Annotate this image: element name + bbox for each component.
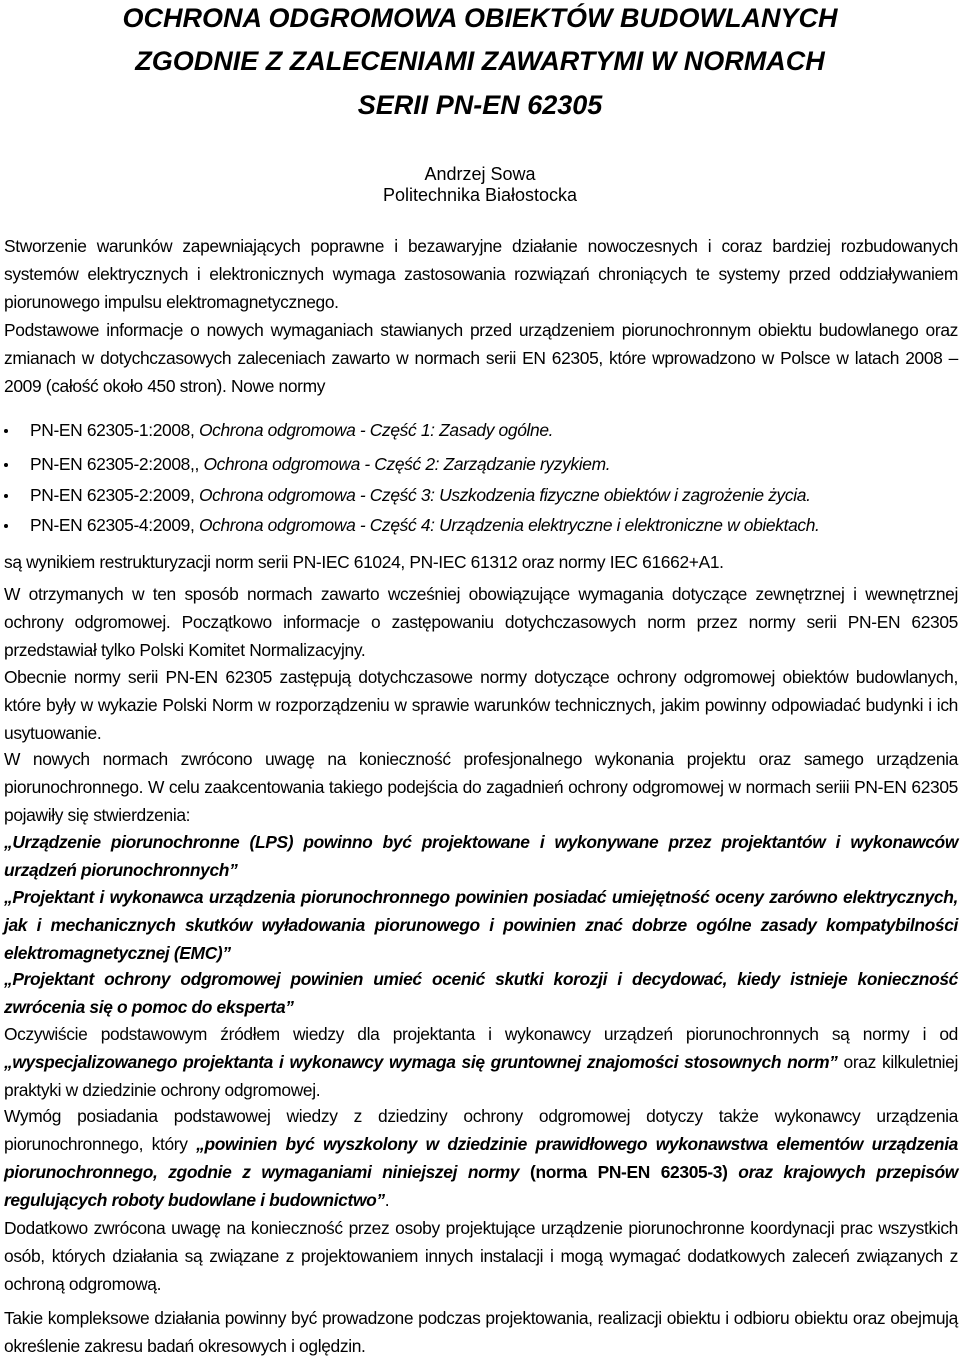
paragraph-current-norms: Obecnie normy serii PN-EN 62305 zastępują dotychczasowe normy dotyczące ochrony odgromowej obiektów budowlanych, które były w wykazie Polski Norm w rozporządzeniu w sprawie warunków technicznych, jakim powinny odpowiadać budynki i ich usytuowanie. [4,667,958,744]
standard-title: Ochrona odgromowa - Część 2: Zarządzanie ryzykiem. [203,454,611,474]
paragraph-intro-1: Stworzenie warunków zapewniających poprawne i bezawaryjne działanie nowoczesnych i coraz bardziej rozbudowanych systemów elektrycznych i elektronicznych wymaga zastosowania rozwiązań chroniących te systemy przed oddziaływaniem piorunowego impulsu elektromagnetycznego. [4,236,958,313]
paragraph-comprehensive-actions: Takie kompleksowe działania powinny być prowadzone podczas projektowania, realizacji obiektu i odbioru obiektu oraz obejmują określenie zakresu badań okresowych i oględzin. [4,1308,958,1357]
document-title-line-1: OCHRONA ODGROMOWA OBIEKTÓW BUDOWLANYCH [122,3,838,33]
quote-lps-design: „Urządzenie piorunochronne (LPS) powinno być projektowane i wykonywane przez projektantów i wykonawców urządzeń piorunochronnych” [4,832,958,881]
author-name: Andrzej Sowa [424,164,536,184]
document-title-line-3: SERII PN-EN 62305 [357,90,603,120]
paragraph-knowledge-source: Oczywiście podstawowym źródłem wiedzy dla projektanta i wykonawcy urządzeń piorunochronnych są normy i od „wyspecjalizowanego projektanta i wykonawcy wymaga się gruntownej znajomości stosownych norm” oraz kilkuletniej praktyki w dziedzinie ochrony odgromowej. [4,1024,959,1101]
paragraph-new-norms: W nowych normach zwrócono uwagę na konieczność profesjonalnego wykonania projektu oraz samego urządzenia piorunochronnego. W celu zaakcentowania takiego podejścia do zagadnień ochrony odgromowej w normach seriii PN-EN 62305 pojawiły się stwierdzenia: [4,749,958,826]
standard-code: PN-EN 62305-4:2009 [30,515,190,535]
author-affiliation: Politechnika Białostocka [382,185,578,205]
standard-title: Ochrona odgromowa - Część 1: Zasady ogólne. [198,420,554,440]
standard-title: Ochrona odgromowa - Część 3: Uszkodzenia fizyczne obiektów i zagrożenie życia. [198,485,811,505]
quote-designer-skills: „Projektant i wykonawca urządzenia piorunochronnego powinien posiadać umiejętność oceny zarówno elektrycznych, jak i mechanicznych skutków wyładowania piorunowego i powinien znać dobrze ogólne zasady kompatybilności elektromagnetycznej (EMC)” [4,887,958,964]
paragraph-coordination: Dodatkowo zwrócona uwagę na konieczność przez osoby projektujące urządzenie piorunochronne koordynacji prac wszystkich osób, których działania są związane z projektowaniem innych instalacji i mogą wymagać dodatkowych zaleceń związanych z ochroną odgromową. [4,1218,958,1295]
standard-code: PN-EN 62305-2:2008, [30,454,195,474]
bullet-icon [4,463,8,467]
paragraph-obligations: W otrzymanych w ten sposób normach zawarto wcześniej obowiązujące wymagania dotyczące zewnętrznej i wewnętrznej ochrony odgromowej. Początkowo informacje o zastępowaniu dotychczasowych norm przez normy serii PN-EN 62305 przedstawiał tylko Polski Komitet Normalizacyjny. [4,584,958,661]
standard-title: Ochrona odgromowa - Część 4: Urządzenia elektryczne i elektroniczne w obiektach. [198,515,820,535]
paragraph-intro-2: Podstawowe informacje o nowych wymaganiach stawianych przed urządzeniem piorunochronnym obiektu budowlanego oraz zmianach w dotychczasowych zaleceniach zawarto w normach serii EN 62305, które wprowadzono w Polsce w latach 2008 – 2009 (całość około 450 stron). Nowe normy [4,320,958,397]
bullet-icon [4,429,8,433]
standard-code: PN-EN 62305-2:2009 [30,485,190,505]
document-page: OCHRONA ODGROMOWA OBIEKTÓW BUDOWLANYCH ZGODNIE Z ZALECENIAMI ZAWARTYMI W NORMACH SERII PN-EN 62305 Andrzej Sowa Politechnika Białostocka Stworzenie warunków zapewniających poprawne i bezawaryjne działanie nowoczesnych i coraz bardziej rozbudowanych systemów elektrycznych i elektronicznych wymaga zastosowania rozwiązań chroniących te systemy przed oddziaływaniem piorunowego impulsu elektromagnetycznego. Podstawowe informacje o nowych wymaganiach stawianych przed urządzeniem piorunochronnym obiektu budowlanego oraz zmianach w dotychczasowych zaleceniach zawarto w normach serii EN 62305, które wprowadzono w Polsce w latach 2008 – 2009 (całość około 450 stron). Nowe normy PN-EN 62305-1:2008, Ochrona odgromowa - Część 1: Zasady ogólne. PN-EN 62305-2:2008,, Ochrona odgromowa - Część 2: Zarządzanie ryzykiem. PN-EN 62305-2:2009, Ochrona odgromowa - Część 3: Uszkodzenia fizyczne obiektów i zagrożenie życia. PN-EN 62305-4:2009, Ochrona odgromowa - Część 4: Urządzenia elektryczne i elektroniczne w obiektach. są wynikiem restrukturyzacji norm serii PN-IEC 61024, PN-IEC 61312 oraz normy IEC 61662+A1. W otrzymanych w ten sposób normach zawarto wcześniej obowiązujące wymagania dotyczące zewnętrznej i wewnętrznej ochrony odgromowej. Początkowo informacje o zastępowaniu dotychczasowych norm przez normy serii PN-EN 62305 przedstawiał tylko Polski Komitet Normalizacyjny. Obecnie normy serii PN-EN 62305 zastępują dotychczasowe normy dotyczące ochrony odgromowej obiektów budowlanych, które były w wykazie Polski Norm w rozporządzeniu w sprawie warunków technicznych, jakim powinny odpowiadać budynki i ich usytuowanie. W nowych normach zwrócono uwagę na konieczność profesjonalnego wykonania projektu oraz samego urządzenia piorunochronnego. W celu zaakcentowania takiego podejścia do zagadnień ochrony odgromowej w normach seriii PN-EN 62305 pojawiły się stwierdzenia: „Urządzenie piorunochronne (LPS) powinno być projektowane i wykonywane przez projektantów i wykonawców urządzeń piorunochronnych” „Projektant i wykonawca urządzenia piorunochronnego powinien posiadać umiejętność oceny zarówno elektrycznych, jak i mechanicznych skutków wyładowania piorunowego i powinien znać dobrze ogólne zasady kompatybilności elektromagnetycznej (EMC)” „Projektant ochrony odgromowej powinien umieć ocenić skutki korozji i decydować, kiedy istnieje konieczność zwrócenia się o pomoc do eksperta” Oczywiście podstawowym źródłem wiedzy dla projektanta i wykonawcy urządzeń piorunochronnych są normy i od „wyspecjalizowanego projektanta i wykonawcy wymaga się gruntownej znajomości stosownych norm” oraz kilkuletniej praktyki w dziedzinie ochrony odgromowej. Wymóg posiadania podstawowej wiedzy z dziedziny ochrony odgromowej dotyczy także wykonawcy urządzenia piorunochronnego, który „powinien być wyszkolony w dziedzinie prawidłowego wykonawstwa elementów urządzenia piorunochronnego, zgodnie z wymaganiami niniejszej normy (norma PN-EN 62305-3) oraz krajowych przepisów regulujących roboty budowlane i budownictwo”. Dodatkowo zwrócona uwagę na konieczność przez osoby projektujące urządzenie piorunochronne koordynacji prac wszystkich osób, których działania są związane z projektowaniem innych instalacji i mogą wymagać dodatkowych zaleceń związanych z ochroną odgromową. Takie kompleksowe działania powinny być prowadzone podczas projektowania, realizacji obiektu i odbioru obiektu oraz obejmują określenie zakresu badań okresowych i oględzin. [0,0,960,1360]
quote-corrosion: „Projektant ochrony odgromowej powinien umieć ocenić skutki korozji i decydować, kiedy istnieje konieczność zwrócenia się o pomoc do eksperta” [4,969,958,1018]
bullet-icon [4,524,8,528]
paragraph-restructuring: są wynikiem restrukturyzacji norm serii PN-IEC 61024, PN-IEC 61312 oraz normy IEC 61662+A1. [4,552,724,572]
paragraph-contractor-requirement: Wymóg posiadania podstawowej wiedzy z dziedziny ochrony odgromowej dotyczy także wykonawcy urządzenia piorunochronnego, który „powinien być wyszkolony w dziedzinie prawidłowego wykonawstwa elementów urządzenia piorunochronnego, zgodnie z wymaganiami niniejszej normy (norma PN-EN 62305-3) oraz krajowych przepisów regulujących roboty budowlane i budownictwo”. [4,1106,959,1211]
bullet-icon [4,494,8,498]
standard-code: PN-EN 62305-1:2008 [30,420,190,440]
document-title-line-2: ZGODNIE Z ZALECENIAMI ZAWARTYMI W NORMACH [135,46,825,76]
